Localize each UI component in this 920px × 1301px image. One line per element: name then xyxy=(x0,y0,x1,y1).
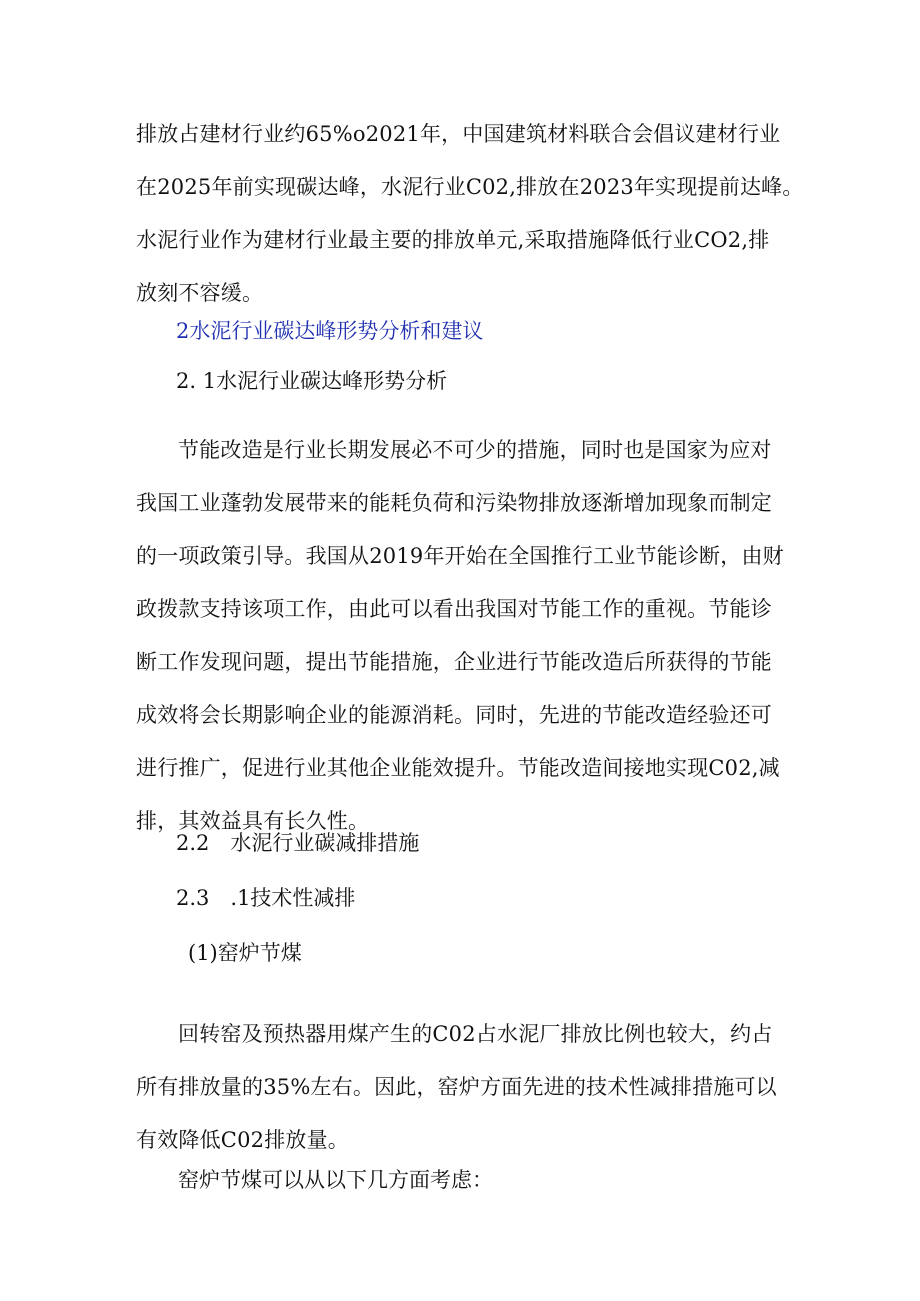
subsection-2-2-heading: 2.2 水泥行业碳减排措施 xyxy=(176,831,420,855)
kiln-paragraph xyxy=(136,1008,796,1167)
subsection-2-3-heading: 2.3 .1技术性减排 xyxy=(176,886,356,910)
energy-line: 成效将会长期影响企业的能源消耗。同时，先进的节能改造经验还可 xyxy=(136,703,772,727)
intro-line: 水泥行业作为建材行业最主要的排放单元,采取措施降低行业CO2,排 xyxy=(136,228,770,252)
kiln-line: 回转窑及预热器用煤产生的C02占水泥厂排放比例也较大，约占 xyxy=(178,1022,773,1046)
subsection-2-1-heading: 2. 1水泥行业碳达峰形势分析 xyxy=(176,369,448,393)
energy-line: 政拨款支持该项工作，由此可以看出我国对节能工作的重视。节能诊 xyxy=(136,597,772,621)
intro-line: 在2025年前实现碳达峰，水泥行业C02,排放在2023年实现提前达峰。 xyxy=(136,175,804,199)
energy-line: 我国工业蓬勃发展带来的能耗负荷和污染物排放逐渐增加现象而制定 xyxy=(136,491,772,515)
energy-line: 进行推广，促进行业其他企业能效提升。节能改造间接地实现C02,减 xyxy=(136,756,780,780)
energy-line: 断工作发现问题，提出节能措施，企业进行节能改造后所获得的节能 xyxy=(136,650,772,674)
kiln-line: 有效降低C02排放量。 xyxy=(136,1128,349,1152)
energy-line: 的一项政策引导。我国从2019年开始在全国推行工业节能诊断，由财 xyxy=(136,544,784,568)
energy-line: 节能改造是行业长期发展必不可少的措施，同时也是国家为应对 xyxy=(178,438,772,462)
intro-line: 放刻不容缓。 xyxy=(136,281,264,305)
energy-line: 排，其效益具有长久性。 xyxy=(136,809,370,833)
closing-line: 窑炉节煤可以从以下几方面考虑： xyxy=(178,1168,493,1192)
kiln-line: 所有排放量的35%左右。因此，窑炉方面先进的技术性减排措施可以 xyxy=(136,1075,777,1099)
energy-saving-paragraph xyxy=(136,424,796,848)
section-heading: 2水泥行业碳达峰形势分析和建议 xyxy=(176,319,484,343)
intro-paragraph xyxy=(136,108,804,320)
intro-line: 排放占建材行业约65%o2021年，中国建筑材料联合会倡议建材行业 xyxy=(136,122,781,146)
item-kiln-coal-saving: (1)窑炉节煤 xyxy=(188,941,302,965)
